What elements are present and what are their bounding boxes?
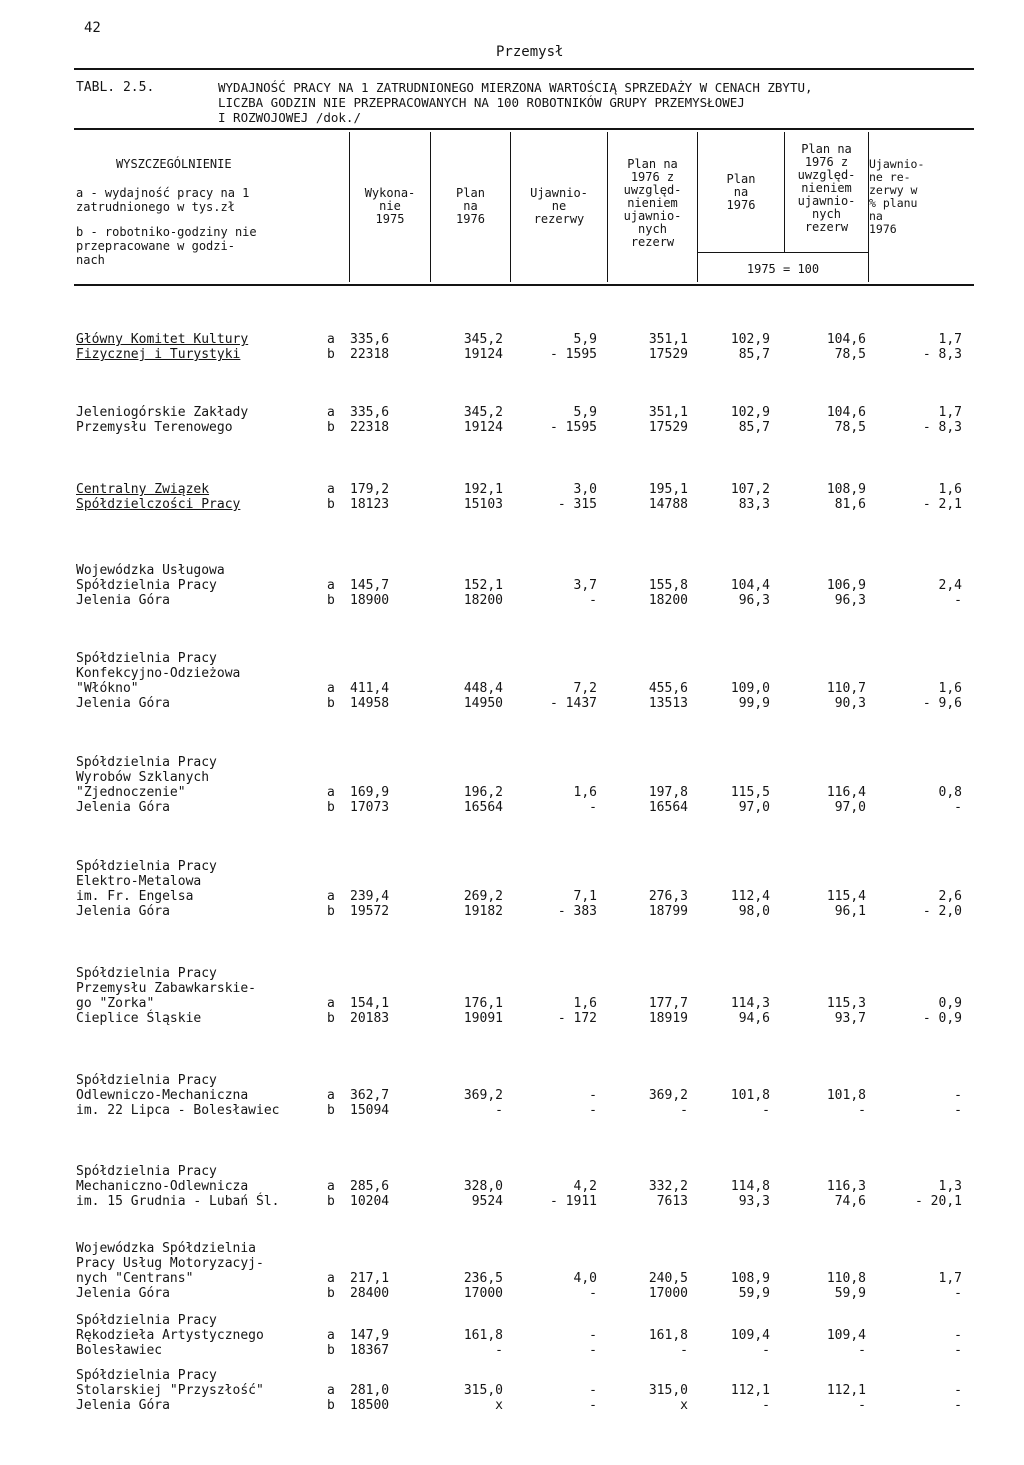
spec-a-line-1: a - wydajność pracy na 1 [76, 186, 250, 200]
cell-b-col3: - 1595 [550, 420, 597, 435]
cell-a-col6: 108,9 [826, 482, 866, 497]
row-name-line: Cieplice Śląskie [76, 1011, 202, 1026]
table-title-line-1: WYDAJNOŚĆ PRACY NA 1 ZATRUDNIONEGO MIERZONA WARTOŚCIĄ SPRZEDAŻY W CENACH ZBYTU, [218, 80, 813, 95]
cell-b-col4: 18200 [648, 593, 688, 608]
cell-b-col2: - [495, 1103, 503, 1118]
cell-a-col3: 3,7 [573, 578, 597, 593]
row-label-a: a [327, 482, 335, 497]
cell-b-col6: 78,5 [834, 347, 866, 362]
cell-a-col2: 328,0 [463, 1179, 503, 1194]
cell-b-col5: - [762, 1398, 770, 1413]
row-name-line: Spółdzielnia Pracy [76, 578, 217, 593]
col56-base: 1975 = 100 [746, 262, 820, 276]
cell-b-col4: 17000 [648, 1286, 688, 1301]
row-name-line: "Włókno" [76, 681, 139, 696]
spec-a-line-2: zatrudnionego w tys.zł [76, 200, 235, 214]
row-label-b: b [327, 904, 335, 919]
cell-a-col3: 1,6 [573, 785, 597, 800]
cell-b-col2: 17000 [463, 1286, 503, 1301]
col1-header: Wykona- nie 1975 [364, 186, 416, 226]
cell-b-col4: 14788 [648, 497, 688, 512]
row-name-line: Przemysłu Zabawkarskie- [76, 981, 257, 996]
row-name-line: Centralny Związek [76, 482, 210, 497]
row-name-line: im. Fr. Engelsa [76, 889, 194, 904]
row-name-line: Jelenia Góra [76, 696, 170, 711]
table-label: TABL. 2.5. [76, 80, 155, 95]
cell-a-col7: 1,7 [938, 1271, 962, 1286]
top-rule [74, 68, 974, 70]
row-name-line: Rękodzieła Artystycznego [76, 1328, 264, 1343]
cell-a-col6: 115,3 [826, 996, 866, 1011]
cell-b-col5: 83,3 [738, 497, 770, 512]
cell-b-col3: - 1595 [550, 347, 597, 362]
cell-b-col3: - 1437 [550, 696, 597, 711]
cell-b-col2: x [495, 1398, 503, 1413]
cell-b-col5: 97,0 [738, 800, 770, 815]
cell-a-col4: 161,8 [648, 1328, 688, 1343]
cell-a-col4: 276,3 [648, 889, 688, 904]
cell-a-col6: 115,4 [826, 889, 866, 904]
header-top-rule [74, 128, 974, 130]
cell-a-col6: 104,6 [826, 405, 866, 420]
spec-b-line-3: nach [76, 253, 105, 267]
cell-a-col7: - [954, 1088, 962, 1103]
cell-a-col7: - [954, 1383, 962, 1398]
cell-b-col2: 15103 [463, 497, 503, 512]
row-name-line: Jelenia Góra [76, 800, 170, 815]
row-label-a: a [327, 332, 335, 347]
cell-a-col3: - [589, 1088, 597, 1103]
cell-a-col7: 1,7 [938, 332, 962, 347]
row-label-a: a [327, 578, 335, 593]
cell-a-col2: 369,2 [463, 1088, 503, 1103]
row-label-b: b [327, 420, 335, 435]
cell-b-col6: 93,7 [834, 1011, 866, 1026]
row-label-a: a [327, 785, 335, 800]
cell-a-col2: 345,2 [463, 332, 503, 347]
cell-a-col2: 161,8 [463, 1328, 503, 1343]
cell-b-col3: - 383 [557, 904, 597, 919]
row-name-line: Przemysłu Terenowego [76, 420, 233, 435]
cell-b-col6: 74,6 [834, 1194, 866, 1209]
col7-header: Ujawnio- ne re- zerwy w % planu na 1976 [869, 157, 925, 236]
cell-b-col7: - [954, 1398, 962, 1413]
cell-b-col1: 18900 [350, 593, 390, 608]
row-name-line: Bolesławiec [76, 1343, 163, 1358]
cell-b-col3: - [589, 1398, 597, 1413]
cell-b-col3: - [589, 1103, 597, 1118]
cell-a-col6: 112,1 [826, 1383, 866, 1398]
cell-b-col4: x [680, 1398, 688, 1413]
spec-b-line-1: b - robotniko-godziny nie [76, 225, 257, 239]
cell-a-col5: 115,5 [730, 785, 770, 800]
cell-b-col4: 17529 [648, 347, 688, 362]
cell-a-col1: 239,4 [350, 889, 390, 904]
cell-b-col4: 18799 [648, 904, 688, 919]
cell-b-col2: 19182 [463, 904, 503, 919]
cell-b-col3: - [589, 1343, 597, 1358]
cell-b-col4: 7613 [656, 1194, 688, 1209]
cell-b-col3: - 315 [557, 497, 597, 512]
cell-b-col3: - 172 [557, 1011, 597, 1026]
cell-a-col3: - [589, 1383, 597, 1398]
cell-b-col4: - [680, 1103, 688, 1118]
cell-a-col5: 108,9 [730, 1271, 770, 1286]
cell-b-col6: 90,3 [834, 696, 866, 711]
cell-a-col4: 455,6 [648, 681, 688, 696]
row-name-line: Główny Komitet Kultury [76, 332, 249, 347]
cell-b-col5: 85,7 [738, 347, 770, 362]
row-label-b: b [327, 1011, 335, 1026]
row-name-line: Jelenia Góra [76, 904, 170, 919]
cell-b-col7: - [954, 1286, 962, 1301]
cell-a-col2: 152,1 [463, 578, 503, 593]
cell-b-col6: 59,9 [834, 1286, 866, 1301]
cell-a-col7: 0,9 [938, 996, 962, 1011]
row-name-line: im. 22 Lipca - Bolesławiec [76, 1103, 280, 1118]
row-label-a: a [327, 889, 335, 904]
cell-a-col1: 411,4 [350, 681, 390, 696]
cell-b-col7: - [954, 1343, 962, 1358]
cell-b-col1: 10204 [350, 1194, 390, 1209]
cell-b-col1: 19572 [350, 904, 390, 919]
cell-b-col4: 17529 [648, 420, 688, 435]
cell-a-col5: 104,4 [730, 578, 770, 593]
cell-b-col5: 96,3 [738, 593, 770, 608]
col4-header: Plan na 1976 z uwzględ- nieniem ujawnio- nych rezerw [623, 157, 682, 249]
row-name-line: Konfekcyjno-Odzieżowa [76, 666, 241, 681]
row-label-a: a [327, 681, 335, 696]
cell-b-col5: - [762, 1343, 770, 1358]
cell-b-col1: 28400 [350, 1286, 390, 1301]
row-label-b: b [327, 1343, 335, 1358]
cell-a-col4: 197,8 [648, 785, 688, 800]
row-label-b: b [327, 593, 335, 608]
cell-a-col2: 236,5 [463, 1271, 503, 1286]
cell-a-col7: - [954, 1328, 962, 1343]
cell-b-col6: - [858, 1398, 866, 1413]
row-name-line: Jeleniogórskie Zakłady [76, 405, 249, 420]
cell-b-col1: 18367 [350, 1343, 390, 1358]
cell-b-col6: 78,5 [834, 420, 866, 435]
cell-a-col4: 369,2 [648, 1088, 688, 1103]
cell-a-col7: 1,6 [938, 681, 962, 696]
cell-b-col2: 19124 [463, 347, 503, 362]
cell-b-col2: 18200 [463, 593, 503, 608]
cell-b-col2: 19091 [463, 1011, 503, 1026]
cell-a-col2: 192,1 [463, 482, 503, 497]
cell-a-col4: 155,8 [648, 578, 688, 593]
table-title-line-3: I ROZWOJOWEJ /dok./ [218, 110, 361, 125]
row-label-a: a [327, 405, 335, 420]
row-label-a: a [327, 1383, 335, 1398]
row-label-a: a [327, 1271, 335, 1286]
cell-b-col5: 99,9 [738, 696, 770, 711]
cell-a-col5: 102,9 [730, 405, 770, 420]
cell-b-col7: - 9,6 [922, 696, 962, 711]
cell-a-col1: 217,1 [350, 1271, 390, 1286]
cell-b-col1: 18123 [350, 497, 390, 512]
header-bottom-rule [74, 284, 974, 286]
cell-a-col6: 104,6 [826, 332, 866, 347]
cell-a-col5: 109,4 [730, 1328, 770, 1343]
cell-b-col1: 18500 [350, 1398, 390, 1413]
row-name-line: nych "Centrans" [76, 1271, 194, 1286]
row-label-a: a [327, 1179, 335, 1194]
cell-b-col6: 81,6 [834, 497, 866, 512]
cell-a-col3: 1,6 [573, 996, 597, 1011]
cell-a-col7: 1,3 [938, 1179, 962, 1194]
cell-b-col4: 16564 [648, 800, 688, 815]
cell-a-col5: 107,2 [730, 482, 770, 497]
cell-b-col7: - [954, 593, 962, 608]
cell-b-col5: 94,6 [738, 1011, 770, 1026]
row-label-b: b [327, 1194, 335, 1209]
row-name-line: Spółdzielnia Pracy [76, 966, 217, 981]
row-label-a: a [327, 1328, 335, 1343]
cell-a-col4: 351,1 [648, 405, 688, 420]
row-name-line: Spółdzielnia Pracy [76, 1164, 217, 1179]
cell-b-col1: 15094 [350, 1103, 390, 1118]
cell-a-col6: 116,4 [826, 785, 866, 800]
cell-a-col2: 269,2 [463, 889, 503, 904]
cell-a-col1: 362,7 [350, 1088, 390, 1103]
col5-header: Plan na 1976 [726, 172, 756, 212]
cell-a-col2: 345,2 [463, 405, 503, 420]
row-name-line: "Zjednoczenie" [76, 785, 186, 800]
col6-header: Plan na 1976 z uwzględ- nieniem ujawnio- nych rezerw [797, 142, 856, 234]
cell-b-col5: 93,3 [738, 1194, 770, 1209]
cell-a-col3: 5,9 [573, 332, 597, 347]
cell-b-col5: 98,0 [738, 904, 770, 919]
cell-a-col5: 112,4 [730, 889, 770, 904]
cell-a-col7: 1,7 [938, 405, 962, 420]
cell-a-col1: 145,7 [350, 578, 390, 593]
cell-a-col3: 3,0 [573, 482, 597, 497]
row-name-line: Wojewódzka Usługowa [76, 563, 225, 578]
row-name-line: Spółdzielczości Pracy [76, 497, 241, 512]
cell-b-col4: - [680, 1343, 688, 1358]
row-name-line: Spółdzielnia Pracy [76, 859, 217, 874]
cell-b-col6: - [858, 1103, 866, 1118]
cell-b-col7: - [954, 800, 962, 815]
row-name-line: Wojewódzka Spółdzielnia [76, 1241, 257, 1256]
row-name-line: im. 15 Grudnia - Lubań Śl. [76, 1194, 280, 1209]
cell-b-col2: 19124 [463, 420, 503, 435]
cell-a-col1: 335,6 [350, 405, 390, 420]
cell-b-col7: - 8,3 [922, 347, 962, 362]
cell-a-col3: 7,1 [573, 889, 597, 904]
cell-a-col3: 7,2 [573, 681, 597, 696]
cell-a-col7: 2,4 [938, 578, 962, 593]
row-name-line: Elektro-Metalowa [76, 874, 202, 889]
row-label-b: b [327, 1286, 335, 1301]
cell-b-col2: 9524 [471, 1194, 503, 1209]
cell-a-col4: 177,7 [648, 996, 688, 1011]
row-label-b: b [327, 497, 335, 512]
row-name-line: Wyrobów Szklanych [76, 770, 210, 785]
cell-a-col4: 240,5 [648, 1271, 688, 1286]
cell-b-col1: 17073 [350, 800, 390, 815]
spec-b-line-2: przepracowane w godzi- [76, 239, 235, 253]
cell-a-col2: 448,4 [463, 681, 503, 696]
cell-a-col6: 110,7 [826, 681, 866, 696]
cell-a-col1: 179,2 [350, 482, 390, 497]
cell-b-col1: 14958 [350, 696, 390, 711]
spec-title: WYSZCZEGÓLNIENIE [116, 157, 232, 171]
cell-a-col5: 112,1 [730, 1383, 770, 1398]
cell-a-col4: 315,0 [648, 1383, 688, 1398]
cell-b-col7: - 0,9 [922, 1011, 962, 1026]
cell-b-col4: 18919 [648, 1011, 688, 1026]
table-title-line-2: LICZBA GODZIN NIE PRZEPRACOWANYCH NA 100 ROBOTNIKÓW GRUPY PRZEMYSŁOWEJ [218, 95, 745, 110]
cell-a-col1: 169,9 [350, 785, 390, 800]
cell-a-col4: 195,1 [648, 482, 688, 497]
cell-a-col1: 154,1 [350, 996, 390, 1011]
row-name-line: Spółdzielnia Pracy [76, 1313, 217, 1328]
cell-a-col2: 176,1 [463, 996, 503, 1011]
cell-a-col6: 106,9 [826, 578, 866, 593]
cell-b-col3: - 1911 [550, 1194, 597, 1209]
cell-a-col2: 315,0 [463, 1383, 503, 1398]
cell-b-col4: 13513 [648, 696, 688, 711]
row-label-b: b [327, 1398, 335, 1413]
cell-b-col3: - [589, 593, 597, 608]
row-name-line: Jelenia Góra [76, 1398, 170, 1413]
cell-b-col7: - 20,1 [915, 1194, 962, 1209]
cell-b-col2: - [495, 1343, 503, 1358]
row-name-line: Jelenia Góra [76, 1286, 170, 1301]
cell-b-col7: - [954, 1103, 962, 1118]
cell-b-col5: 85,7 [738, 420, 770, 435]
cell-a-col4: 351,1 [648, 332, 688, 347]
row-name-line: go "Zorka" [76, 996, 155, 1011]
cell-a-col2: 196,2 [463, 785, 503, 800]
cell-a-col7: 1,6 [938, 482, 962, 497]
cell-b-col7: - 8,3 [922, 420, 962, 435]
col3-header: Ujawnio- ne rezerwy [530, 186, 588, 226]
row-name-line: Pracy Usług Motoryzacyj- [76, 1256, 264, 1271]
page-number: 42 [84, 20, 101, 36]
row-label-a: a [327, 1088, 335, 1103]
row-name-line: Jelenia Góra [76, 593, 170, 608]
cell-a-col3: 4,2 [573, 1179, 597, 1194]
header-base-rule [697, 252, 868, 253]
row-name-line: Stolarskiej "Przyszłość" [76, 1383, 264, 1398]
cell-b-col7: - 2,1 [922, 497, 962, 512]
cell-b-col2: 16564 [463, 800, 503, 815]
cell-b-col1: 22318 [350, 420, 390, 435]
cell-a-col6: 116,3 [826, 1179, 866, 1194]
row-name-line: Spółdzielnia Pracy [76, 755, 217, 770]
cell-b-col2: 14950 [463, 696, 503, 711]
cell-a-col1: 285,6 [350, 1179, 390, 1194]
cell-a-col3: 5,9 [573, 405, 597, 420]
running-title: Przemysł [496, 44, 564, 60]
row-name-line: Odlewniczo-Mechaniczna [76, 1088, 249, 1103]
cell-a-col6: 101,8 [826, 1088, 866, 1103]
cell-a-col5: 102,9 [730, 332, 770, 347]
row-label-b: b [327, 696, 335, 711]
col2-header: Plan na 1976 [456, 186, 485, 226]
cell-b-col6: - [858, 1343, 866, 1358]
row-name-line: Spółdzielnia Pracy [76, 1073, 217, 1088]
cell-b-col5: 59,9 [738, 1286, 770, 1301]
cell-a-col5: 101,8 [730, 1088, 770, 1103]
cell-a-col6: 110,8 [826, 1271, 866, 1286]
cell-a-col7: 2,6 [938, 889, 962, 904]
cell-a-col1: 335,6 [350, 332, 390, 347]
row-label-b: b [327, 800, 335, 815]
cell-a-col7: 0,8 [938, 785, 962, 800]
cell-b-col1: 20183 [350, 1011, 390, 1026]
cell-a-col6: 109,4 [826, 1328, 866, 1343]
row-name-line: Fizycznej i Turystyki [76, 347, 241, 362]
cell-a-col4: 332,2 [648, 1179, 688, 1194]
cell-a-col1: 281,0 [350, 1383, 390, 1398]
cell-a-col3: 4,0 [573, 1271, 597, 1286]
row-name-line: Spółdzielnia Pracy [76, 651, 217, 666]
cell-b-col6: 97,0 [834, 800, 866, 815]
cell-b-col7: - 2,0 [922, 904, 962, 919]
row-name-line: Spółdzielnia Pracy [76, 1368, 217, 1383]
cell-a-col3: - [589, 1328, 597, 1343]
row-label-a: a [327, 996, 335, 1011]
row-name-line: Mechaniczno-Odlewnicza [76, 1179, 249, 1194]
cell-a-col5: 109,0 [730, 681, 770, 696]
cell-b-col6: 96,3 [834, 593, 866, 608]
row-label-b: b [327, 1103, 335, 1118]
cell-b-col3: - [589, 1286, 597, 1301]
cell-a-col5: 114,8 [730, 1179, 770, 1194]
cell-a-col1: 147,9 [350, 1328, 390, 1343]
cell-b-col3: - [589, 800, 597, 815]
cell-b-col5: - [762, 1103, 770, 1118]
cell-a-col5: 114,3 [730, 996, 770, 1011]
row-label-b: b [327, 347, 335, 362]
cell-b-col6: 96,1 [834, 904, 866, 919]
cell-b-col1: 22318 [350, 347, 390, 362]
